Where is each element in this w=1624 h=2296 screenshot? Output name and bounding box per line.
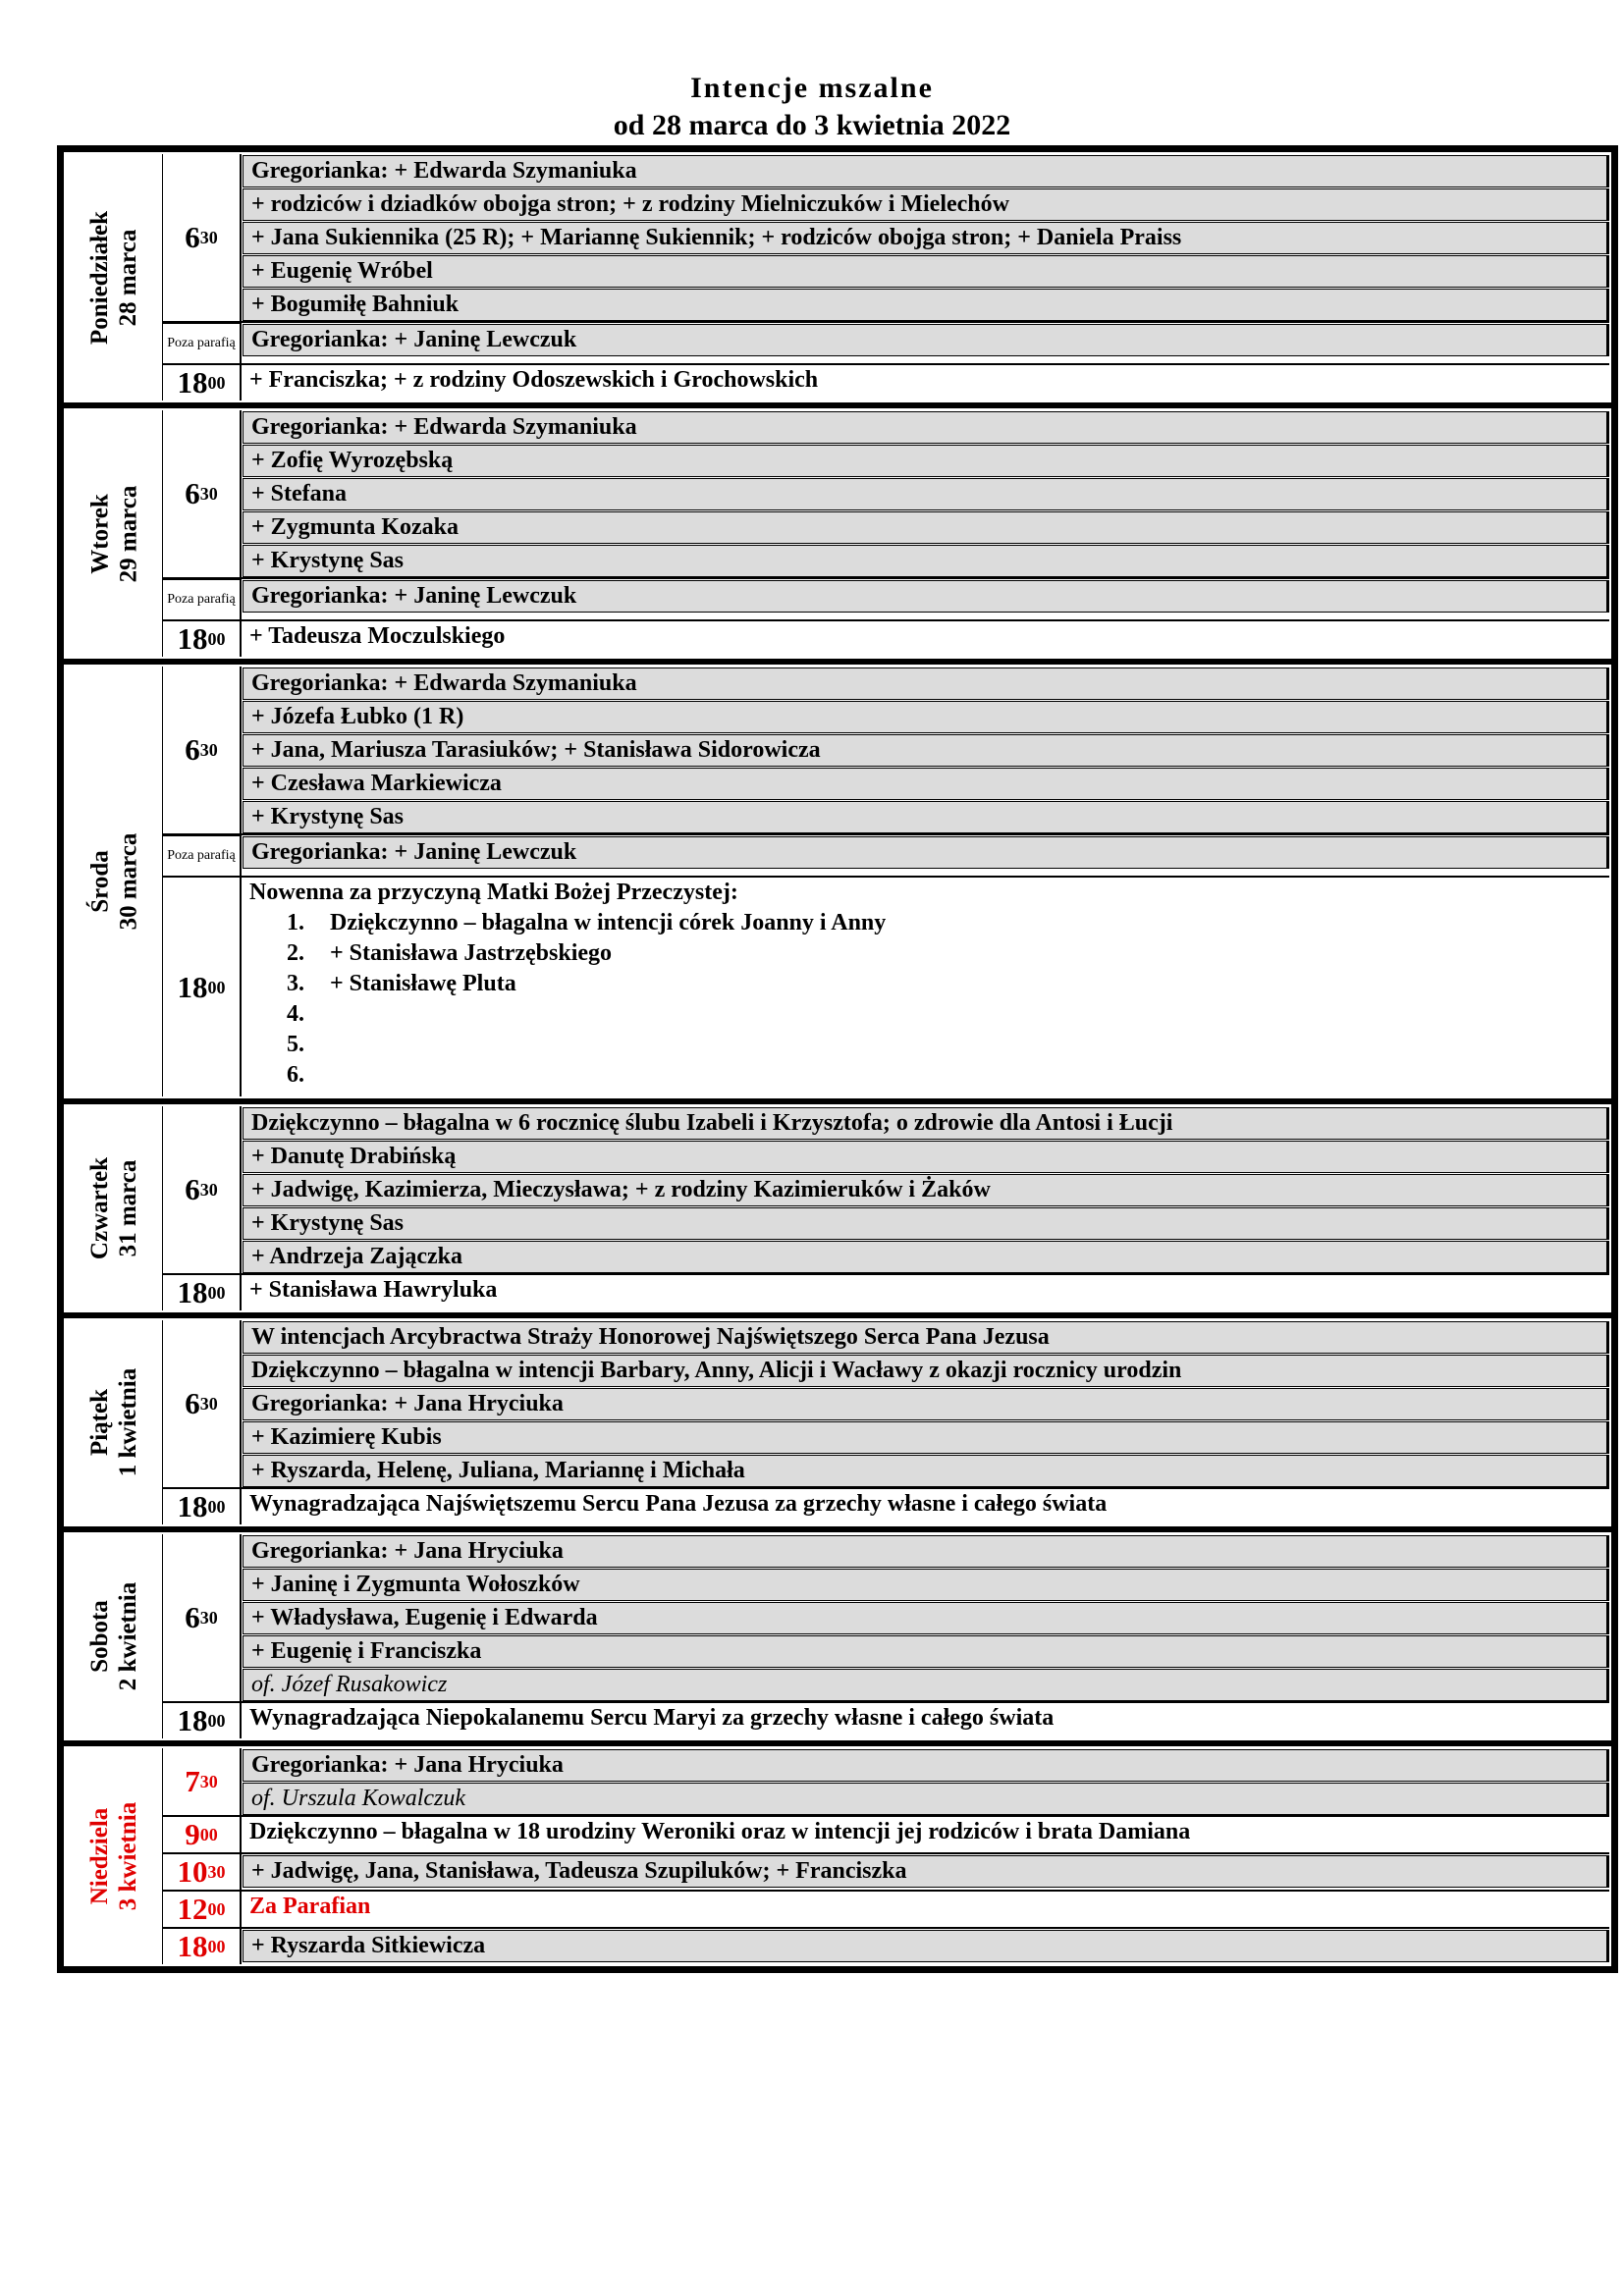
time-hour: 6 [185,1600,200,1634]
intentions [242,878,1609,1096]
mass-block [163,667,1609,835]
mass-time [163,1854,242,1890]
intentions [242,1817,1609,1852]
intention-entry: Gregorianka: + Jana Hryciuka [243,1749,1609,1782]
day-label [66,1534,163,1738]
day-date: 30 marca [115,832,142,931]
outside-parish-note: Poza parafią [163,835,240,876]
intention-entry: + Jana, Mariusza Tarasiuków; + Stanisława Sidorowicza [243,734,1609,767]
intention-entry: + Czesława Markiewicza [243,768,1609,800]
day-date: 29 marca [115,485,142,582]
offering-note: of. Urszula Kowalczuk [243,1783,1609,1815]
mass-blocks [163,1534,1609,1738]
intention-entry: + Eugenię Wróbel [243,255,1609,288]
intention-entry: W intencjach Arcybractwa Straży Honorowej Najświętszego Serca Pana Jezusa [243,1321,1609,1354]
mass-block [163,621,1609,657]
mass-block [163,1320,1609,1489]
time-hour: 6 [185,1386,200,1420]
novena-item: 1. Dziękczynno – błagalna w intencji córek Joanny i Anny [310,908,1609,938]
time-hour: 18 [177,1703,208,1737]
time-hour: 18 [177,621,208,656]
mass-blocks [163,1320,1609,1524]
time-value: 18 00 [177,621,226,656]
mass-blocks [163,1748,1609,1964]
intentions [242,1929,1609,1964]
novena-item: 2. + Stanisława Jastrzębskiego [310,938,1609,969]
day-label-text [85,1157,142,1259]
time-value: 10 30 [177,1854,226,1889]
day-name: Sobota [86,1600,113,1673]
time-value: 12 00 [177,1892,226,1926]
day-date: 1 kwietnia [115,1367,141,1477]
date-range: od 28 marca do 3 kwietnia 2022 [613,109,1011,141]
mass-block [163,1275,1609,1310]
mass-time [163,878,242,1096]
time-hour: 18 [177,365,208,400]
time-hour: 18 [177,1275,208,1309]
intention-entry: Gregorianka: + Jana Hryciuka [243,1535,1609,1568]
time-hour: 12 [177,1892,208,1926]
intention-entry: + Bogumiłę Bahniuk [243,289,1609,321]
intention-entry: + Ryszarda, Helenę, Juliana, Mariannę i Michała [243,1455,1609,1487]
intentions [242,1320,1609,1487]
time-hour: 18 [177,1489,208,1523]
time-hour: 6 [185,1172,200,1206]
day-label-text [85,210,142,344]
novena-list [249,908,1609,1091]
mass-time [163,1703,242,1738]
mass-block [163,154,1609,323]
mass-time [163,1275,242,1310]
intentions [242,1106,1609,1273]
mass-blocks [163,667,1609,1096]
mass-time [163,1748,242,1815]
day-section [64,1104,1611,1312]
intention-entry: Wynagradzająca Najświętszemu Sercu Pana Jezusa za grzechy własne i całego świata [242,1489,1609,1520]
intention-entry: Gregorianka: + Edwarda Szymaniuka [243,411,1609,444]
intentions [242,1748,1609,1815]
day-name: Niedziela [86,1807,113,1905]
day-label-text [85,1368,142,1476]
mass-time [163,835,242,876]
intention-entry: + Andrzeja Zajączka [243,1241,1609,1273]
time-hour: 9 [185,1817,200,1851]
mass-block [163,1929,1609,1964]
time-value: 9 00 [185,1817,218,1851]
intentions [242,1489,1609,1524]
novena-entry [242,878,1609,1096]
time-value: 6 30 [185,1386,218,1420]
day-date: 28 marca [115,229,142,326]
mass-block [163,323,1609,365]
intention-entry: + rodziców i dziadków obojga stron; + z rodziny Mielniczuków i Mielechów [243,188,1609,221]
time-value: 7 30 [185,1764,218,1798]
time-hour: 7 [185,1764,200,1798]
day-date: 3 kwietnia [115,1801,141,1911]
intention-entry: + Eugenię i Franciszka [243,1635,1609,1668]
mass-block [163,1854,1609,1892]
mass-block [163,1489,1609,1524]
day-label-text [85,1802,142,1910]
day-section [64,1746,1611,1966]
day-label [66,667,163,1096]
mass-block [163,1106,1609,1275]
day-section [64,1318,1611,1526]
mass-time [163,1106,242,1273]
mass-block [163,365,1609,400]
time-hour: 18 [177,969,208,1004]
intention-entry: + Ryszarda Sitkiewicza [243,1930,1609,1962]
day-label-text [85,833,142,931]
intention-entry: Gregorianka: + Janinę Lewczuk [243,324,1609,356]
intentions [242,323,1609,363]
mass-block [163,1817,1609,1854]
mass-time [163,323,242,363]
time-hour: 18 [177,1929,208,1963]
time-hour: 6 [185,732,200,767]
intention-entry: Dziękczynno – błagalna w intencji Barbary, Anny, Alicji i Wacławy z okazji rocznicy urodzin [243,1355,1609,1387]
outside-parish-note: Poza parafią [163,323,240,363]
intentions [242,835,1609,876]
mass-blocks [163,154,1609,400]
intention-entry: + Stefana [243,478,1609,510]
day-date: 2 kwietnia [115,1581,141,1691]
time-value: 18 00 [177,1275,226,1309]
intention-entry: Gregorianka: + Jana Hryciuka [243,1388,1609,1420]
schedule-table [57,145,1618,1973]
day-label-text [85,1582,142,1690]
intentions [242,667,1609,833]
intention-entry: Gregorianka: + Janinę Lewczuk [243,580,1609,613]
intention-entry: + Jadwigę, Kazimierza, Mieczysława; + z rodziny Kazimieruków i Żaków [243,1174,1609,1206]
mass-time [163,621,242,657]
intention-entry: Wynagradzająca Niepokalanemu Sercu Maryi za grzechy własne i całego świata [242,1703,1609,1734]
intentions [242,1534,1609,1701]
day-label [66,410,163,657]
intention-entry: + Zygmunta Kozaka [243,511,1609,544]
intention-entry: Za Parafian [242,1892,1609,1922]
mass-time [163,410,242,577]
novena-item [310,1030,1609,1060]
day-section [64,408,1611,659]
intention-entry: + Józefa Łubko (1 R) [243,701,1609,733]
intention-entry: + Janinę i Zygmunta Wołoszków [243,1569,1609,1601]
mass-time [163,1929,242,1964]
intentions [242,1275,1609,1310]
intentions [242,365,1609,400]
novena-item: 3. + Stanisławę Pluta [310,969,1609,999]
novena-item [310,999,1609,1030]
mass-block [163,1748,1609,1817]
offering-note: of. Józef Rusakowicz [243,1669,1609,1701]
mass-time [163,1817,242,1852]
time-value: 18 00 [177,969,226,1004]
intention-entry: + Krystynę Sas [243,1207,1609,1240]
intention-entry: + Jana Sukiennika (25 R); + Mariannę Sukiennik; + rodziców obojga stron; + Daniela Praiss [243,222,1609,254]
day-name: Czwartek [86,1156,114,1260]
mass-time [163,1489,242,1524]
intentions [242,621,1609,657]
time-value: 6 30 [185,1172,218,1206]
time-hour: 10 [177,1854,208,1889]
day-name: Poniedziałek [86,210,114,345]
intentions [242,1854,1609,1890]
mass-block [163,878,1609,1096]
mass-block [163,1534,1609,1703]
intention-entry: + Franciszka; + z rodziny Odoszewskich i Grochowskich [242,365,1609,396]
mass-time [163,579,242,619]
intention-entry: Gregorianka: + Edwarda Szymaniuka [243,155,1609,187]
day-section [64,152,1611,402]
time-value: 6 30 [185,1600,218,1634]
intention-entry: Gregorianka: + Edwarda Szymaniuka [243,667,1609,700]
mass-block [163,835,1609,878]
novena-heading: Nowenna za przyczyną Matki Bożej Przeczystej: [249,880,738,905]
day-label [66,1106,163,1310]
day-name: Środa [86,850,114,913]
intention-entry: Gregorianka: + Janinę Lewczuk [243,836,1609,869]
day-label [66,1320,163,1524]
intention-entry: + Krystynę Sas [243,801,1609,833]
intentions [242,154,1609,321]
day-section [64,1532,1611,1740]
mass-time [163,667,242,833]
intention-entry: + Władysława, Eugenię i Edwarda [243,1602,1609,1634]
day-date: 31 marca [115,1159,142,1257]
intention-entry: Dziękczynno – błagalna w 18 urodziny Weroniki oraz w intencji jej rodziców i brata Damiana [242,1817,1609,1847]
intention-entry: + Tadeusza Moczulskiego [242,621,1609,652]
time-value: 18 00 [177,365,226,400]
mass-block [163,579,1609,621]
mass-block [163,410,1609,579]
day-name: Wtorek [86,493,114,574]
mass-block [163,1703,1609,1738]
time-value: 18 00 [177,1703,226,1737]
intention-entry: Dziękczynno – błagalna w 6 rocznicę ślubu Izabeli i Krzysztofa; o zdrowie dla Antosi i Łucji [243,1107,1609,1140]
mass-time [163,1534,242,1701]
novena-item [310,1060,1609,1091]
time-value: 18 00 [177,1929,226,1963]
intention-entry: + Zofię Wyrozębską [243,445,1609,477]
day-label [66,1748,163,1964]
intention-entry: + Jadwigę, Jana, Stanisława, Tadeusza Szupiluków; + Franciszka [243,1855,1609,1888]
day-name: Piątek [86,1388,113,1457]
day-label [66,154,163,400]
day-label-text [85,485,142,582]
mass-block [163,1892,1609,1929]
intention-entry: + Danutę Drabińską [243,1141,1609,1173]
intention-entry: + Stanisława Hawryluka [242,1275,1609,1306]
time-value: 6 30 [185,732,218,767]
mass-blocks [163,410,1609,657]
outside-parish-note: Poza parafią [163,579,240,619]
intentions [242,579,1609,619]
time-value: 18 00 [177,1489,226,1523]
intentions [242,1892,1609,1927]
time-hour: 6 [185,220,200,254]
intentions [242,410,1609,577]
mass-time [163,1892,242,1927]
day-section [64,665,1611,1098]
intentions [242,1703,1609,1738]
time-value: 6 30 [185,476,218,510]
intention-entry: + Kazimierę Kubis [243,1421,1609,1454]
time-hour: 6 [185,476,200,510]
intention-entry: + Krystynę Sas [243,545,1609,577]
mass-time [163,154,242,321]
mass-time [163,1320,242,1487]
mass-time [163,365,242,400]
page-title: Intencje mszalne [690,72,934,104]
mass-blocks [163,1106,1609,1310]
time-value: 6 30 [185,220,218,254]
